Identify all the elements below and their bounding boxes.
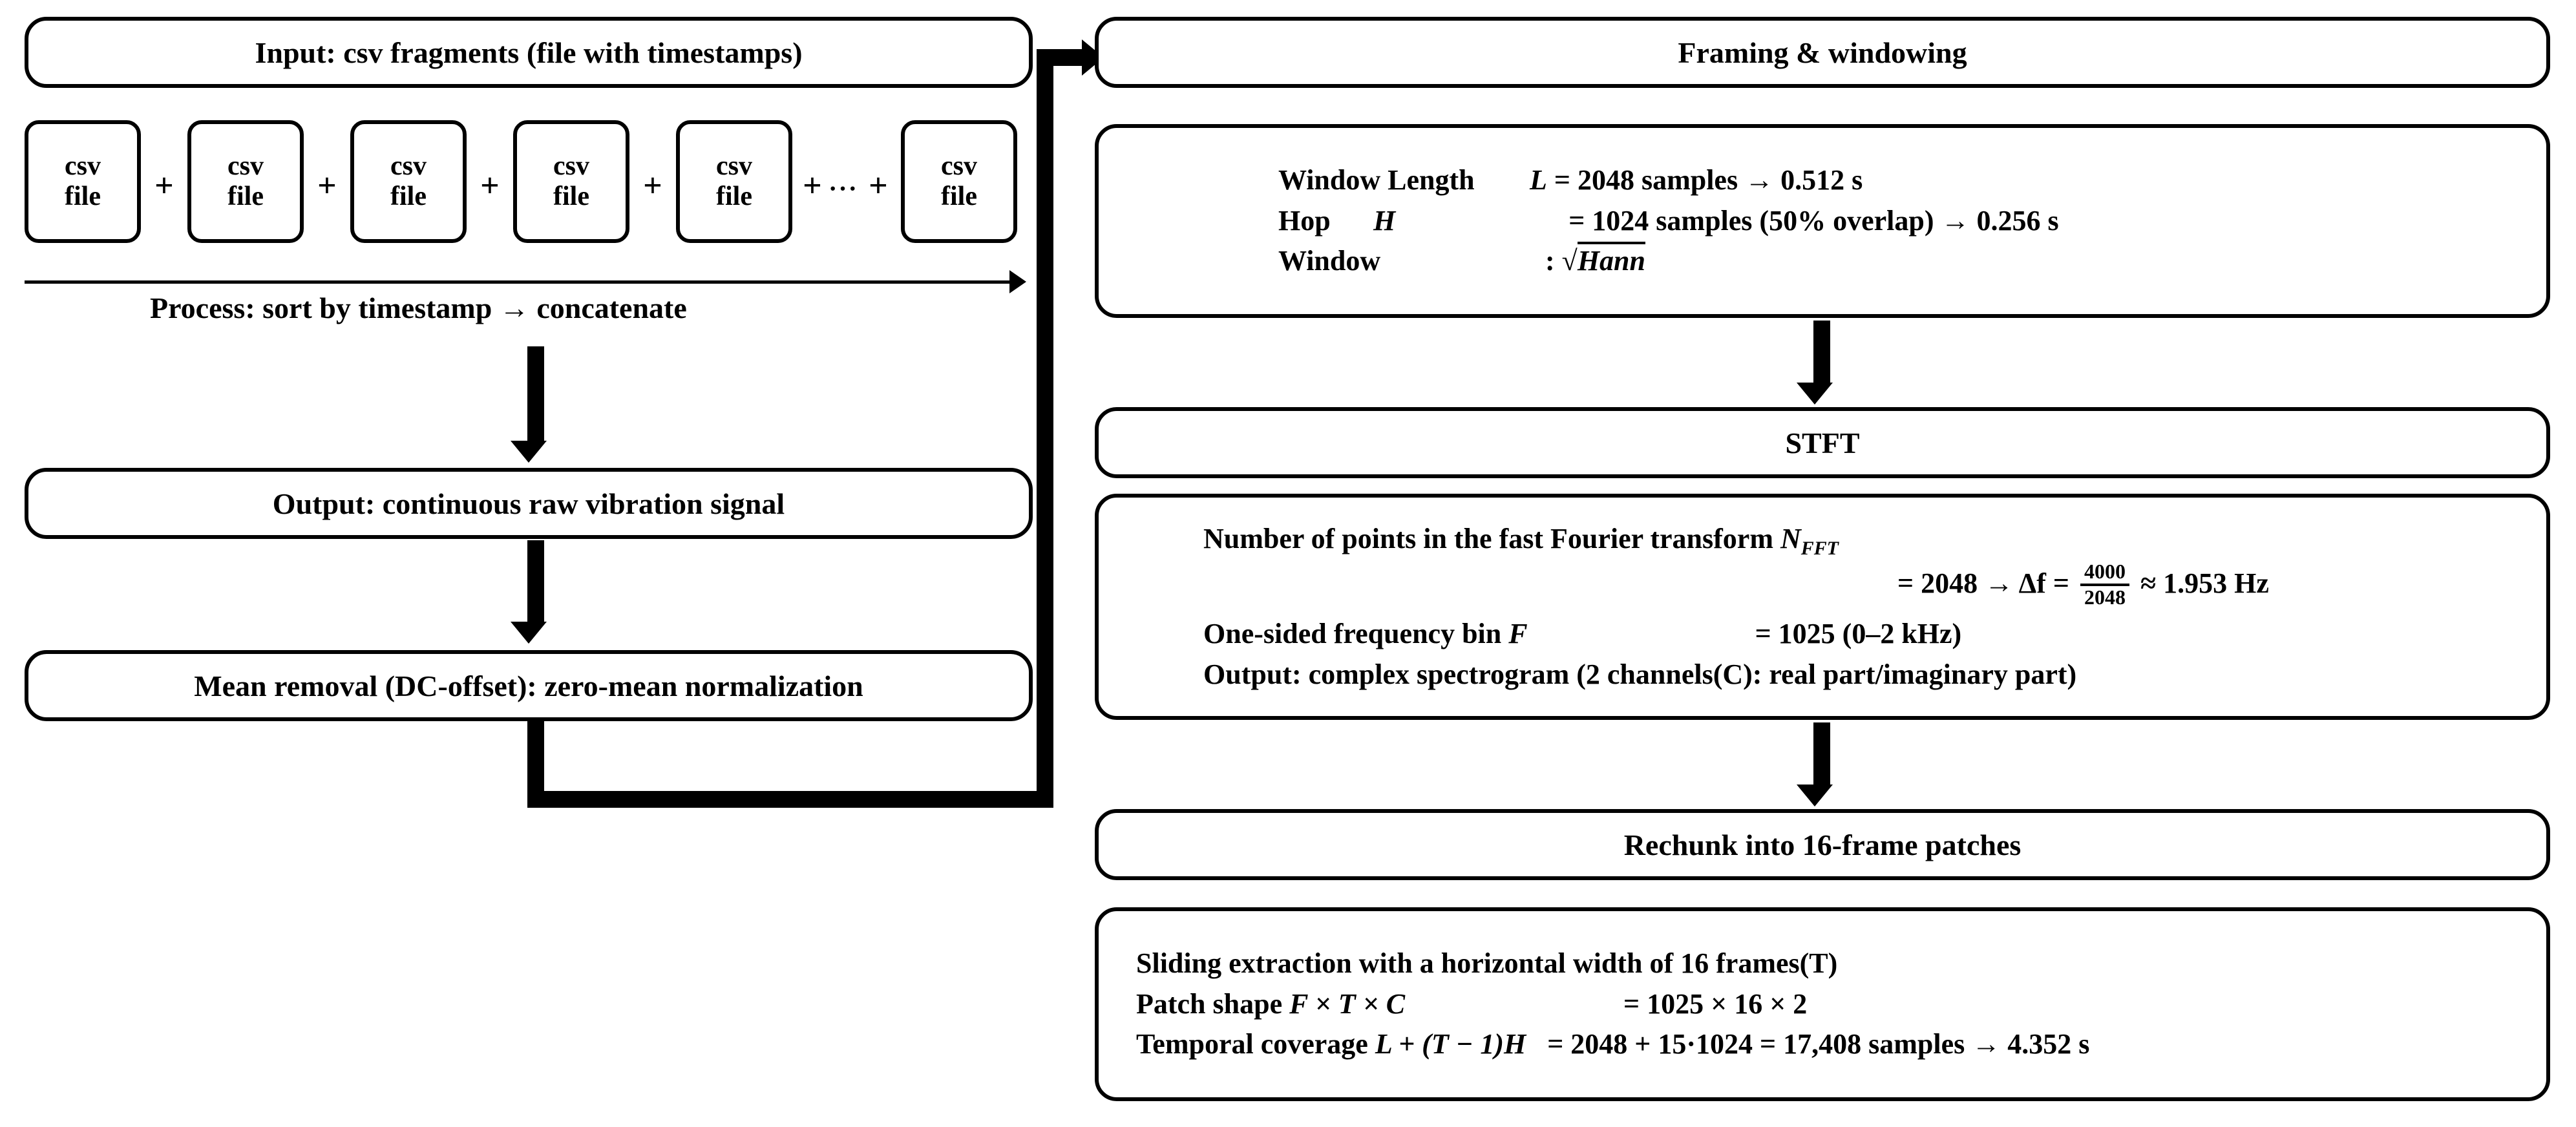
- stft-output-row: [1203, 655, 2269, 695]
- stft-box: [1095, 407, 2550, 478]
- output-raw-signal-box: [25, 468, 1033, 539]
- patch-shape-label: Patch shape: [1136, 987, 1283, 1020]
- framing-details-text: [1099, 160, 2059, 281]
- framing-row-label: Window: [1278, 245, 1381, 277]
- rechunk-box: [1095, 809, 2550, 880]
- stft-nfft-value-row: [1203, 562, 2269, 610]
- csv-file-label: csv file: [553, 151, 589, 211]
- input-csv-fragments-box: [25, 17, 1033, 88]
- framing-row-label: Hop: [1278, 204, 1331, 237]
- csv-file-box: [901, 120, 1017, 243]
- input-csv-fragments-label: Input: csv fragments (file with timestamps): [255, 36, 803, 69]
- csv-file-box: [25, 120, 141, 243]
- arrow-head-icon: [511, 441, 547, 463]
- mean-removal-label: Mean removal (DC-offset): zero-mean normalization: [194, 669, 863, 702]
- csv-file-label: csv file: [716, 151, 752, 211]
- framing-row-value: = 2048 samples → 0.512 s: [1554, 164, 1863, 196]
- plus-icon: +: [154, 167, 174, 204]
- stft-details-text: [1099, 519, 2269, 695]
- patch-details-box: [1095, 907, 2550, 1101]
- stft-nfft-row: [1203, 519, 2269, 562]
- process-caption: Process: sort by timestamp → concatenate: [150, 291, 687, 324]
- stft-nfft-fraction: $\frac{4000}{2048}$: [2080, 561, 2129, 609]
- framing-row-label: Window Length: [1278, 164, 1475, 196]
- arrow-head-icon: [1797, 785, 1833, 806]
- plus-icon: +: [803, 167, 822, 204]
- csv-file-box: [187, 120, 304, 243]
- temporal-coverage-symbol: L + (T − 1)H: [1375, 1028, 1526, 1060]
- framing-row-value: : √Hann: [1545, 242, 1645, 277]
- framing-row-symbol: L: [1530, 164, 1547, 196]
- framing-row: [1278, 201, 2059, 241]
- stft-bin-symbol: F: [1508, 618, 1528, 650]
- framing-details-box: [1095, 124, 2550, 318]
- patch-row: [1136, 1024, 2089, 1064]
- csv-file-label: csv file: [390, 151, 427, 211]
- stft-bin-label: One-sided frequency bin: [1203, 618, 1502, 650]
- csv-file-label: csv file: [65, 151, 101, 211]
- rechunk-label: Rechunk into 16-frame patches: [1623, 828, 2022, 861]
- connector-shaft-into-framing: [1037, 49, 1084, 66]
- temporal-coverage-label: Temporal coverage: [1136, 1028, 1368, 1060]
- stft-nfft-value-suffix: ≈ 1.953 Hz: [2140, 567, 2269, 600]
- csv-file-box: [676, 120, 792, 243]
- patch-shape-value: = 1025 × 16 × 2: [1623, 987, 1808, 1020]
- connector-shaft-right: [527, 791, 1053, 808]
- plus-icon: +: [317, 167, 337, 204]
- arrow-head-icon: [511, 622, 547, 644]
- framing-row-symbol: H: [1373, 204, 1396, 237]
- csv-file-box: [350, 120, 467, 243]
- stft-details-box: [1095, 494, 2550, 720]
- stft-nfft-label: Number of points in the fast Fourier transform: [1203, 522, 1773, 554]
- arrow-shaft: [1813, 321, 1830, 385]
- arrow-shaft: [1813, 722, 1830, 787]
- framing-windowing-box: [1095, 17, 2550, 88]
- ellipsis-icon: ···: [829, 174, 859, 203]
- plus-icon: +: [643, 167, 662, 204]
- framing-row: [1278, 160, 2059, 200]
- arrow-head-icon: [1797, 383, 1833, 405]
- csv-file-box: [513, 120, 629, 243]
- output-raw-signal-label: Output: continuous raw vibration signal: [272, 487, 785, 520]
- csv-file-label: csv file: [941, 151, 977, 211]
- stft-nfft-symbol: $N_{FFT}$: [1780, 522, 1839, 559]
- csv-file-label: csv file: [227, 151, 264, 211]
- process-arrow-line: [25, 280, 1013, 284]
- arrow-shaft: [527, 540, 544, 624]
- stft-bin-value: = 1025 (0–2 kHz): [1755, 618, 1962, 650]
- patch-row: [1136, 943, 2089, 984]
- plus-icon: +: [480, 167, 500, 204]
- plus-icon: +: [869, 167, 888, 204]
- framing-windowing-label: Framing & windowing: [1678, 36, 1967, 69]
- process-arrow-head-icon: [1009, 270, 1026, 293]
- stft-bin-row: [1203, 614, 2269, 654]
- stft-nfft-value-prefix: = 2048 → Δf =: [1897, 567, 2069, 600]
- connector-shaft-up: [1037, 57, 1053, 808]
- stft-output-label: Output: complex spectrogram (2 channels(C): real part/imaginary part): [1203, 658, 2077, 690]
- stft-label: STFT: [1785, 426, 1860, 459]
- temporal-coverage-value: = 2048 + 15·1024 = 17,408 samples → 4.352 s: [1547, 1028, 2090, 1060]
- mean-removal-box: [25, 650, 1033, 721]
- patch-sliding-label: Sliding extraction with a horizontal width of 16 frames(T): [1136, 947, 1838, 980]
- framing-row-value: = 1024 samples (50% overlap) → 0.256 s: [1568, 204, 2059, 237]
- patch-details-text: [1099, 943, 2089, 1064]
- framing-row: [1278, 241, 2059, 281]
- patch-shape-symbol: F × T × C: [1289, 987, 1406, 1020]
- arrow-shaft: [527, 346, 544, 443]
- patch-row: [1136, 984, 2089, 1024]
